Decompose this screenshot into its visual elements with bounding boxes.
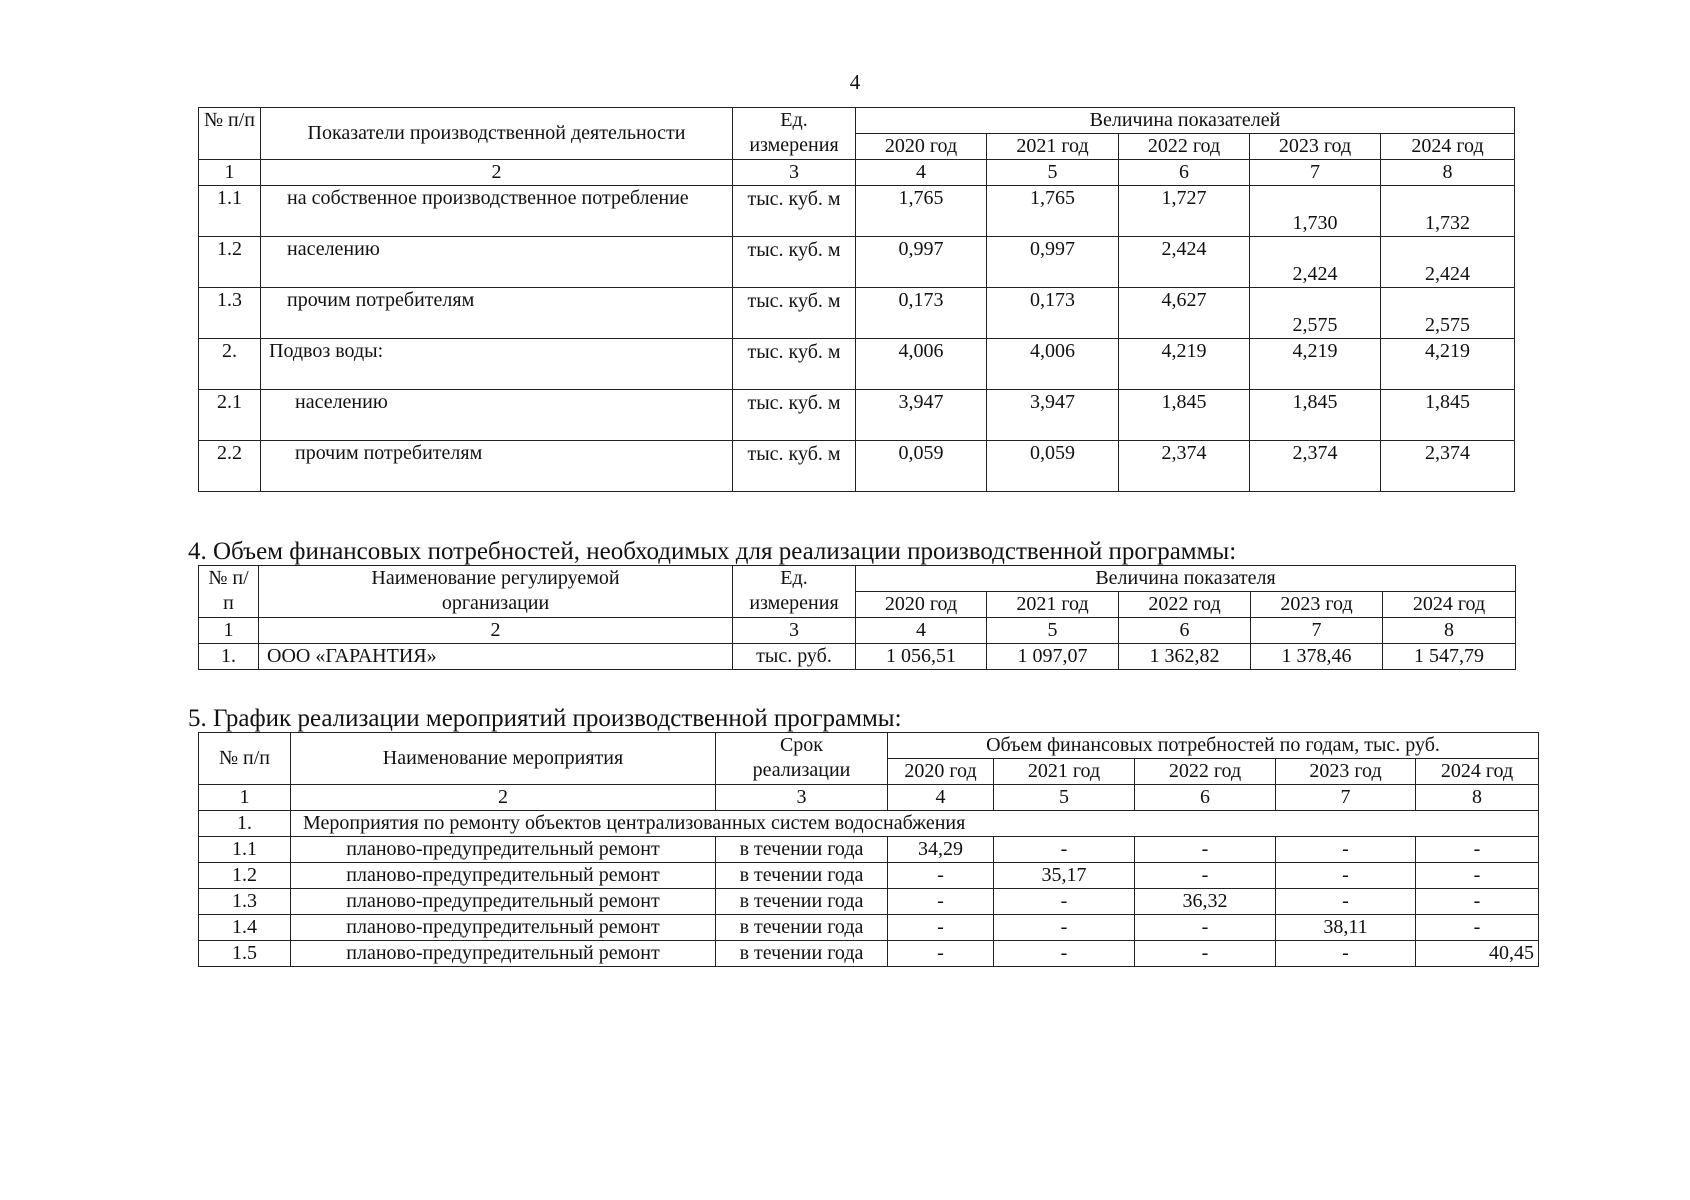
- header-organization-name: Наименование регулируемой организации: [259, 566, 733, 618]
- header-num: № п/п: [199, 733, 291, 785]
- column-number: 7: [1250, 160, 1381, 186]
- financial-needs-table: [198, 565, 1516, 670]
- row-num: 1.3: [199, 889, 291, 915]
- column-number: 7: [1251, 618, 1383, 644]
- activities-schedule-table: [198, 732, 1539, 967]
- row-value: 4,006: [856, 339, 987, 390]
- section-4-heading: 4. Объем финансовых потребностей, необходимых для реализации производственной программы:: [188, 538, 1237, 565]
- column-number: 8: [1416, 785, 1539, 811]
- row-value: 0,997: [987, 237, 1119, 288]
- row-num: 1.2: [199, 237, 261, 288]
- header-year: 2021 год: [987, 134, 1119, 160]
- row-value: 1,845: [1250, 390, 1381, 441]
- table-row: [199, 441, 1515, 492]
- row-value: 1,732: [1381, 186, 1515, 237]
- row-name: прочим потребителям: [261, 288, 733, 339]
- header-term: Срок реализации: [716, 733, 888, 785]
- column-number-row: [199, 160, 1515, 186]
- header-year: 2022 год: [1119, 592, 1251, 618]
- row-value: -: [994, 889, 1135, 915]
- table-row: [199, 339, 1515, 390]
- row-value: -: [888, 941, 994, 967]
- column-number: 2: [259, 618, 733, 644]
- row-value: 35,17: [994, 863, 1135, 889]
- row-value: -: [1416, 889, 1539, 915]
- header-year: 2020 год: [856, 134, 987, 160]
- table-row: [199, 941, 1539, 967]
- header-year: 2024 год: [1416, 759, 1539, 785]
- header-year: 2023 год: [1276, 759, 1416, 785]
- row-unit: тыс. куб. м: [733, 441, 856, 492]
- row-name: прочим потребителям: [261, 441, 733, 492]
- row-num: 2.2: [199, 441, 261, 492]
- column-number: 4: [888, 785, 994, 811]
- row-term: в течении года: [716, 941, 888, 967]
- table-row: [199, 186, 1515, 237]
- table-row: [199, 863, 1539, 889]
- row-unit: тыс. куб. м: [733, 237, 856, 288]
- row-term: в течении года: [716, 915, 888, 941]
- header-values-group: Величина показателя: [856, 566, 1516, 592]
- row-value: 2,374: [1381, 441, 1515, 492]
- group-row-num: 1.: [199, 811, 291, 837]
- row-name: населению: [261, 237, 733, 288]
- table-row: [199, 915, 1539, 941]
- column-number: 3: [733, 160, 856, 186]
- row-value: 1 056,51: [856, 644, 987, 670]
- column-number-row: [199, 618, 1516, 644]
- column-number: 7: [1276, 785, 1416, 811]
- row-num: 1.5: [199, 941, 291, 967]
- row-unit: тыс. куб. м: [733, 390, 856, 441]
- row-value: 2,424: [1119, 237, 1250, 288]
- column-number: 5: [987, 618, 1119, 644]
- column-number: 6: [1135, 785, 1276, 811]
- row-value: -: [1276, 837, 1416, 863]
- header-unit: Ед. измерения: [733, 108, 856, 160]
- production-indicators-table: [198, 107, 1515, 492]
- table-row: [199, 837, 1539, 863]
- header-year: 2024 год: [1381, 134, 1515, 160]
- row-value: 4,219: [1119, 339, 1250, 390]
- row-value: 0,173: [987, 288, 1119, 339]
- row-value: 1 097,07: [987, 644, 1119, 670]
- column-number: 8: [1381, 160, 1515, 186]
- header-year: 2021 год: [987, 592, 1119, 618]
- column-number: 3: [733, 618, 856, 644]
- row-value: 1 362,82: [1119, 644, 1251, 670]
- row-organization-name: ООО «ГАРАНТИЯ»: [259, 644, 733, 670]
- column-number-row: [199, 785, 1539, 811]
- row-num: 1.: [199, 644, 259, 670]
- group-row-name: Мероприятия по ремонту объектов централизованных систем водоснабжения: [291, 811, 1539, 837]
- column-number: 2: [261, 160, 733, 186]
- header-activity-name: Наименование мероприятия: [291, 733, 716, 785]
- column-number: 4: [856, 160, 987, 186]
- row-value: -: [1416, 915, 1539, 941]
- header-year: 2020 год: [888, 759, 994, 785]
- row-value: 2,424: [1381, 237, 1515, 288]
- row-name: Подвоз воды:: [261, 339, 733, 390]
- row-num: 2.: [199, 339, 261, 390]
- column-number: 1: [199, 785, 291, 811]
- row-num: 1.1: [199, 837, 291, 863]
- row-value: 1,845: [1119, 390, 1250, 441]
- row-num: 1.2: [199, 863, 291, 889]
- row-value: 2,575: [1250, 288, 1381, 339]
- row-unit: тыс. куб. м: [733, 288, 856, 339]
- header-year: 2023 год: [1250, 134, 1381, 160]
- row-value: 4,627: [1119, 288, 1250, 339]
- row-term: в течении года: [716, 837, 888, 863]
- row-value: 2,374: [1119, 441, 1250, 492]
- header-year: 2023 год: [1251, 592, 1383, 618]
- row-num: 1.1: [199, 186, 261, 237]
- row-term: в течении года: [716, 863, 888, 889]
- row-value: -: [1135, 837, 1276, 863]
- column-number: 1: [199, 618, 259, 644]
- row-activity-name: планово-предупредительный ремонт: [291, 915, 716, 941]
- column-number: 6: [1119, 160, 1250, 186]
- row-value: 4,219: [1381, 339, 1515, 390]
- header-year: 2021 год: [994, 759, 1135, 785]
- table-row: [199, 390, 1515, 441]
- header-values-group: Величина показателей: [856, 108, 1515, 134]
- page-number: 4: [849, 70, 861, 94]
- row-value: 4,006: [987, 339, 1119, 390]
- row-value: 1 547,79: [1383, 644, 1516, 670]
- row-value: 1 378,46: [1251, 644, 1383, 670]
- row-value: 0,059: [987, 441, 1119, 492]
- row-value: 1,765: [987, 186, 1119, 237]
- row-value: 3,947: [856, 390, 987, 441]
- row-activity-name: планово-предупредительный ремонт: [291, 889, 716, 915]
- row-name: населению: [261, 390, 733, 441]
- row-value: -: [1135, 863, 1276, 889]
- column-number: 4: [856, 618, 987, 644]
- row-activity-name: планово-предупредительный ремонт: [291, 837, 716, 863]
- header-year: 2024 год: [1383, 592, 1516, 618]
- header-indicator-name: Показатели производственной деятельности: [261, 108, 733, 160]
- table-row: [199, 644, 1516, 670]
- row-value: 1,727: [1119, 186, 1250, 237]
- row-activity-name: планово-предупредительный ремонт: [291, 863, 716, 889]
- row-value: 0,997: [856, 237, 987, 288]
- section-5-heading: 5. График реализации мероприятий производственной программы:: [188, 705, 902, 732]
- row-value: 1,845: [1381, 390, 1515, 441]
- group-row: [199, 811, 1539, 837]
- row-value: 0,059: [856, 441, 987, 492]
- row-value: -: [1416, 837, 1539, 863]
- row-value: 2,575: [1381, 288, 1515, 339]
- column-number: 1: [199, 160, 261, 186]
- column-number: 5: [994, 785, 1135, 811]
- row-value: -: [1416, 863, 1539, 889]
- row-unit: тыс. куб. м: [733, 339, 856, 390]
- column-number: 3: [716, 785, 888, 811]
- row-value: -: [1135, 915, 1276, 941]
- row-name: на собственное производственное потребление: [261, 186, 733, 237]
- row-value: 2,424: [1250, 237, 1381, 288]
- row-value: -: [1276, 941, 1416, 967]
- row-value: -: [888, 889, 994, 915]
- column-number: 5: [987, 160, 1119, 186]
- header-num: № п/п: [199, 108, 261, 160]
- row-value: 2,374: [1250, 441, 1381, 492]
- column-number: 8: [1383, 618, 1516, 644]
- header-year: 2022 год: [1119, 134, 1250, 160]
- row-value: 4,219: [1250, 339, 1381, 390]
- header-unit: Ед. измерения: [733, 566, 856, 618]
- row-value: -: [888, 915, 994, 941]
- row-unit: тыс. куб. м: [733, 186, 856, 237]
- row-value: 0,173: [856, 288, 987, 339]
- table-row: [199, 288, 1515, 339]
- row-value: -: [994, 941, 1135, 967]
- table-row: [199, 889, 1539, 915]
- row-num: 1.3: [199, 288, 261, 339]
- row-num: 2.1: [199, 390, 261, 441]
- row-value: 34,29: [888, 837, 994, 863]
- row-value: 40,45: [1416, 941, 1539, 967]
- row-value: 3,947: [987, 390, 1119, 441]
- column-number: 2: [291, 785, 716, 811]
- row-value: 1,765: [856, 186, 987, 237]
- row-value: 36,32: [1135, 889, 1276, 915]
- row-value: -: [1135, 941, 1276, 967]
- row-value: 1,730: [1250, 186, 1381, 237]
- header-year: 2022 год: [1135, 759, 1276, 785]
- table-row: [199, 237, 1515, 288]
- row-value: -: [994, 837, 1135, 863]
- row-value: -: [1276, 889, 1416, 915]
- row-value: 38,11: [1276, 915, 1416, 941]
- header-num: № п/п: [199, 566, 259, 618]
- row-num: 1.4: [199, 915, 291, 941]
- header-year: 2020 год: [856, 592, 987, 618]
- row-term: в течении года: [716, 889, 888, 915]
- column-number: 6: [1119, 618, 1251, 644]
- row-value: -: [1276, 863, 1416, 889]
- row-value: -: [994, 915, 1135, 941]
- header-values-group: Объем финансовых потребностей по годам, тыс. руб.: [888, 733, 1539, 759]
- row-activity-name: планово-предупредительный ремонт: [291, 941, 716, 967]
- row-unit: тыс. руб.: [733, 644, 856, 670]
- row-value: -: [888, 863, 994, 889]
